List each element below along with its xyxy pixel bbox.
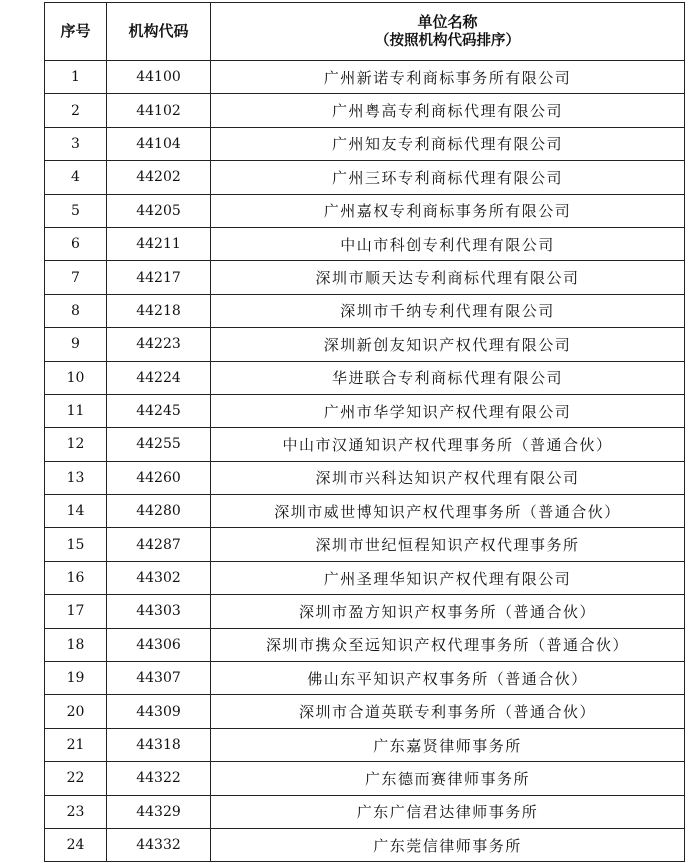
row-code: 44255	[107, 428, 211, 461]
row-code: 44287	[107, 528, 211, 561]
row-name: 深圳市盈方知识产权事务所（普通合伙）	[211, 595, 685, 628]
table-row	[45, 194, 685, 227]
row-index: 10	[45, 361, 107, 394]
row-code: 44224	[107, 361, 211, 394]
table-row	[45, 561, 685, 594]
row-index: 4	[45, 161, 107, 194]
table-row	[45, 127, 685, 160]
row-name: 深圳市兴科达知识产权代理有限公司	[211, 461, 685, 494]
table-row	[45, 728, 685, 761]
header-row	[45, 3, 685, 61]
table-row	[45, 94, 685, 127]
row-code: 44217	[107, 261, 211, 294]
row-index: 12	[45, 428, 107, 461]
row-name: 深圳市合道英联专利事务所（普通合伙）	[211, 695, 685, 728]
table-row	[45, 762, 685, 795]
row-name: 深圳市顺天达专利商标代理有限公司	[211, 261, 685, 294]
row-name: 华进联合专利商标代理有限公司	[211, 361, 685, 394]
row-code: 44102	[107, 94, 211, 127]
row-index: 17	[45, 595, 107, 628]
row-name: 广东莞信律师事务所	[211, 828, 685, 861]
row-name: 广州三环专利商标代理有限公司	[211, 161, 685, 194]
header-name	[211, 3, 685, 61]
row-code: 44245	[107, 394, 211, 427]
row-code: 44104	[107, 127, 211, 160]
header-code: 机构代码	[107, 3, 211, 61]
table-row	[45, 161, 685, 194]
row-index: 19	[45, 662, 107, 695]
row-index: 15	[45, 528, 107, 561]
row-code: 44260	[107, 461, 211, 494]
row-index: 9	[45, 328, 107, 361]
row-code: 44309	[107, 695, 211, 728]
table-row	[45, 428, 685, 461]
row-name: 广东嘉贤律师事务所	[211, 728, 685, 761]
row-code: 44202	[107, 161, 211, 194]
row-index: 18	[45, 628, 107, 661]
table-row	[45, 628, 685, 661]
table-row	[45, 695, 685, 728]
row-name: 广州新诺专利商标事务所有限公司	[211, 61, 685, 94]
table-row	[45, 828, 685, 861]
row-code: 44211	[107, 227, 211, 260]
row-code: 44223	[107, 328, 211, 361]
row-code: 44205	[107, 194, 211, 227]
row-code: 44303	[107, 595, 211, 628]
row-index: 13	[45, 461, 107, 494]
row-index: 14	[45, 495, 107, 528]
row-index: 7	[45, 261, 107, 294]
row-name: 广州市华学知识产权代理有限公司	[211, 394, 685, 427]
header-name-subtitle: （按照机构代码排序）	[375, 32, 520, 49]
row-index: 24	[45, 828, 107, 861]
row-index: 1	[45, 61, 107, 94]
row-index: 6	[45, 227, 107, 260]
row-code: 44322	[107, 762, 211, 795]
row-index: 22	[45, 762, 107, 795]
header-name-title: 单位名称	[417, 12, 478, 31]
table-row	[45, 795, 685, 828]
row-name: 深圳市世纪恒程知识产权代理事务所	[211, 528, 685, 561]
row-name: 广东德而赛律师事务所	[211, 762, 685, 795]
agency-table-container	[44, 2, 684, 862]
table-row	[45, 61, 685, 94]
row-name: 中山市汉通知识产权代理事务所（普通合伙）	[211, 428, 685, 461]
row-index: 5	[45, 194, 107, 227]
row-code: 44307	[107, 662, 211, 695]
row-index: 20	[45, 695, 107, 728]
table-row	[45, 328, 685, 361]
row-name: 广州嘉权专利商标事务所有限公司	[211, 194, 685, 227]
row-code: 44280	[107, 495, 211, 528]
row-code: 44302	[107, 561, 211, 594]
row-index: 3	[45, 127, 107, 160]
row-index: 16	[45, 561, 107, 594]
row-index: 8	[45, 294, 107, 327]
row-code: 44329	[107, 795, 211, 828]
agency-table	[44, 2, 685, 862]
row-name: 中山市科创专利代理有限公司	[211, 227, 685, 260]
table-row	[45, 261, 685, 294]
row-code: 44332	[107, 828, 211, 861]
row-index: 2	[45, 94, 107, 127]
row-name: 佛山东平知识产权事务所（普通合伙）	[211, 662, 685, 695]
row-name: 深圳市携众至远知识产权代理事务所（普通合伙）	[211, 628, 685, 661]
table-row	[45, 662, 685, 695]
row-code: 44218	[107, 294, 211, 327]
row-code: 44100	[107, 61, 211, 94]
row-name: 深圳市威世博知识产权代理事务所（普通合伙）	[211, 495, 685, 528]
table-row	[45, 394, 685, 427]
row-code: 44318	[107, 728, 211, 761]
table-row	[45, 528, 685, 561]
row-name: 深圳新创友知识产权代理有限公司	[211, 328, 685, 361]
row-index: 21	[45, 728, 107, 761]
table-row	[45, 595, 685, 628]
row-name: 广东广信君达律师事务所	[211, 795, 685, 828]
row-index: 23	[45, 795, 107, 828]
header-index: 序号	[45, 3, 107, 61]
row-index: 11	[45, 394, 107, 427]
table-row	[45, 495, 685, 528]
table-row	[45, 461, 685, 494]
row-code: 44306	[107, 628, 211, 661]
row-name: 广州粤高专利商标代理有限公司	[211, 94, 685, 127]
table-body	[45, 61, 685, 862]
row-name: 广州知友专利商标代理有限公司	[211, 127, 685, 160]
row-name: 深圳市千纳专利代理有限公司	[211, 294, 685, 327]
table-row	[45, 294, 685, 327]
row-name: 广州圣理华知识产权代理有限公司	[211, 561, 685, 594]
table-header	[45, 3, 685, 61]
table-row	[45, 227, 685, 260]
table-row	[45, 361, 685, 394]
